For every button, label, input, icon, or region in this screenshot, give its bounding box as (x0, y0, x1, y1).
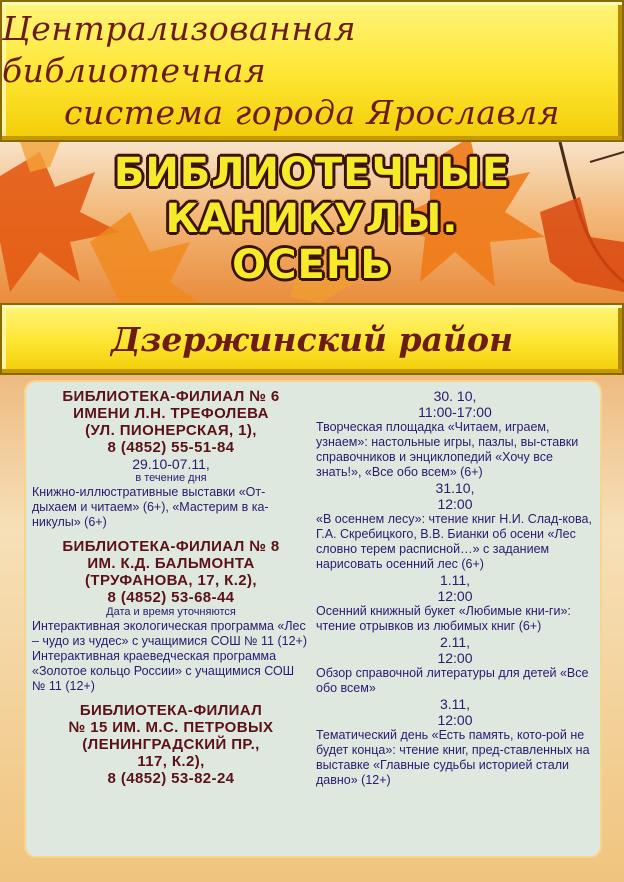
library-6 (32, 388, 310, 530)
event-2 (316, 480, 594, 572)
event-1-date: 30. 10, (433, 388, 477, 404)
district-title: Дзержинский район (110, 319, 514, 359)
event-1 (316, 388, 594, 480)
library-6-dates: 29.10-07.11, (132, 456, 210, 472)
library-8-event-2: Интерактивная краеведческая программа «Золотое кольцо России» с учащимися СОШ № 11 (12+) (32, 649, 295, 693)
event-5 (316, 696, 594, 788)
event-2-date: 31.10, (435, 480, 475, 496)
library-15-phone: 8 (4852) 53-82-24 (107, 770, 235, 787)
event-1-time: 11:00-17:00 (418, 404, 492, 420)
headline-line-2: КАНИКУЛЫ. (165, 196, 459, 242)
library-8-address: (ТРУФАНОВА, 17, К.2), (85, 572, 257, 589)
library-8-event-1: Интерактивная экологическая программа «Лес – чудо из чудес» с учащимися СОШ № 11 (12+) (32, 619, 307, 648)
event-5-text: Тематический день «Есть память, кото-рой не будет конца»: чтение книг, пред-ставленных на выставке «Главные судьбы историей стали давно» (12+) (316, 728, 590, 787)
event-5-time: 12:00 (437, 712, 473, 728)
event-4-time: 12:00 (437, 650, 473, 666)
library-6-address: (УЛ. ПИОНЕРСКАЯ, 1), (85, 422, 257, 439)
library-15-name-4: 117, К.2), (137, 753, 205, 770)
library-6-name-1: БИБЛИОТЕКА-ФИЛИАЛ № 6 (62, 388, 280, 405)
library-15-name-1: БИБЛИОТЕКА-ФИЛИАЛ (79, 702, 263, 719)
library-6-when: в течение дня (135, 472, 207, 484)
library-8-when: Дата и время уточняются (106, 606, 236, 618)
event-3-time: 12:00 (437, 588, 473, 604)
library-6-event: Книжно-иллюстративные выставки «От-дыхаем и читаем» (6+), «Мастерим в ка-никулы» (6+) (32, 485, 269, 529)
left-column (32, 388, 310, 787)
event-4 (316, 634, 594, 696)
event-3-date: 1.11, (439, 572, 471, 588)
event-2-text: «В осеннем лесу»: чтение книг Н.И. Слад-кова, Г.А. Скребицкого, В.В. Бианки об осени «Лес словно терем расписной…» с заданием нарисовать осенний лес (6+) (316, 512, 592, 571)
title-banner (0, 0, 624, 142)
library-6-name-2: ИМЕНИ Л.Н. ТРЕФОЛЕВА (73, 405, 269, 422)
library-6-phone: 8 (4852) 55-51-84 (107, 439, 235, 456)
title-line-2: система города Ярославля (63, 93, 561, 132)
library-15-name-3: (ЛЕНИНГРАДСКИЙ ПР., (82, 736, 260, 753)
library-8-name-1: БИБЛИОТЕКА-ФИЛИАЛ № 8 (62, 538, 280, 555)
library-8 (32, 538, 310, 694)
right-column (316, 388, 594, 788)
event-5-date: 3.11, (439, 696, 471, 712)
library-8-phone: 8 (4852) 53-68-44 (107, 589, 235, 606)
event-3-text: Осенний книжный букет «Любимые кни-ги»: чтение отрывков из любимых книг (6+) (316, 604, 571, 633)
district-banner (0, 303, 624, 375)
event-3 (316, 572, 594, 634)
event-1-text: Творческая площадка «Читаем, играем, узнаем»: настольные игры, пазлы, вы-ставки справочников и энциклопедий «Хочу все знать!», «Все обо всем» (6+) (316, 420, 579, 479)
event-2-time: 12:00 (437, 496, 473, 512)
event-4-text: Обзор справочной литературы для детей «Все обо всем» (316, 666, 589, 695)
headline-line-1: БИБЛИОТЕЧНЫЕ (113, 150, 511, 196)
library-15 (32, 702, 310, 787)
library-8-name-2: ИМ. К.Д. БАЛЬМОНТА (87, 555, 255, 572)
event-4-date: 2.11, (439, 634, 471, 650)
headline (0, 150, 624, 288)
headline-line-3: ОСЕНЬ (232, 242, 392, 288)
title-line-1: Централизованная библиотечная (2, 9, 357, 90)
library-15-name-2: № 15 ИМ. М.С. ПЕТРОВЫХ (68, 719, 274, 736)
